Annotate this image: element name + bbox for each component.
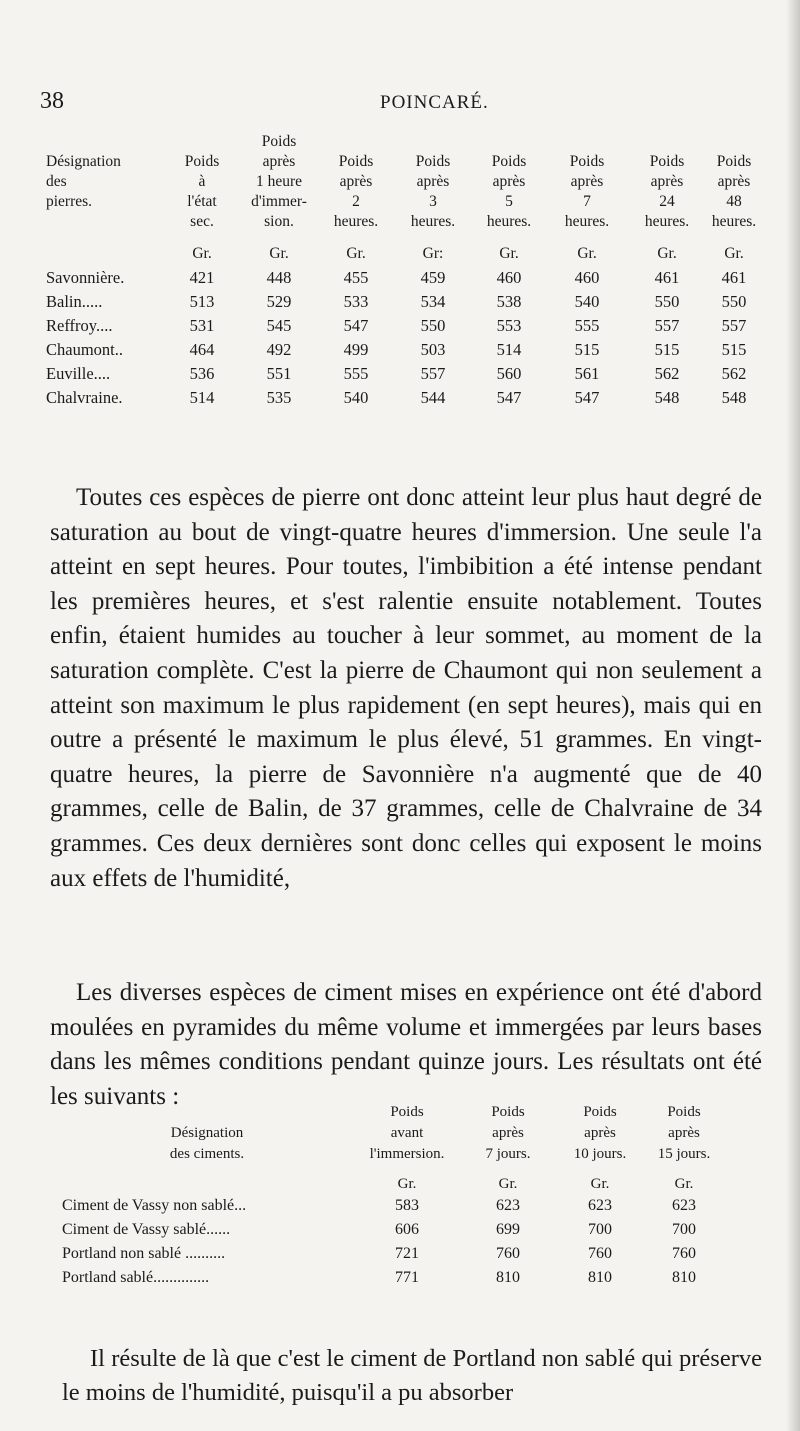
header-cell: après: [717, 173, 751, 190]
header-cell: d'immer-: [251, 193, 307, 210]
header-cell: [46, 132, 164, 152]
header-cell: Poids: [491, 153, 527, 170]
value-cell: 700: [672, 1221, 696, 1238]
header-cell: 15 jours.: [657, 1146, 711, 1162]
value-cell: 533: [343, 292, 369, 311]
page-edge-shadow: [786, 0, 800, 1431]
value-cell: 529: [266, 292, 292, 311]
value-cell: 548: [721, 388, 747, 407]
header-cell: après: [570, 173, 604, 190]
value-cell: 700: [588, 1221, 612, 1238]
row-label-cell: Euville....: [46, 364, 111, 383]
header-cell: après: [668, 1125, 700, 1141]
value-cell: 557: [721, 316, 747, 335]
table-row: [46, 314, 762, 338]
value-cell: 538: [496, 292, 522, 311]
header-cell: Gr.: [724, 245, 744, 262]
value-cell: 459: [420, 268, 446, 287]
header-cell: [546, 132, 628, 152]
header-cell: sec.: [190, 213, 214, 230]
value-cell: 557: [654, 316, 680, 335]
table-header-row: [46, 192, 762, 212]
header-cell: [62, 1165, 352, 1194]
header-cell: Gr.: [674, 1176, 694, 1192]
header-cell: Poids: [716, 153, 752, 170]
header-cell: 1 heure: [255, 173, 303, 190]
header-cell: après: [584, 1125, 616, 1141]
header-cell: Poids: [667, 1104, 701, 1120]
header-cell: 10 jours.: [573, 1146, 627, 1162]
value-cell: 540: [343, 388, 369, 407]
value-cell: 760: [672, 1245, 696, 1262]
header-cell: Gr.: [577, 245, 597, 262]
row-label-cell: Balin.....: [46, 292, 103, 311]
row-label-cell: Ciment de Vassy sablé......: [62, 1221, 231, 1238]
value-cell: 531: [189, 316, 215, 335]
header-cell: [628, 132, 706, 152]
table-header-row: [46, 152, 762, 172]
header-cell: 3: [429, 193, 437, 210]
value-cell: 623: [672, 1197, 696, 1214]
header-cell: 24: [659, 193, 675, 210]
header-cell: heures.: [333, 213, 379, 230]
header-cell: 5: [505, 193, 513, 210]
table-row: [46, 338, 762, 362]
value-cell: 545: [266, 316, 292, 335]
value-cell: 492: [266, 340, 292, 359]
value-cell: 771: [395, 1269, 419, 1286]
paragraph-stone-results: Toutes ces espèces de pierre ont donc atteint leur plus haut degré de saturation au bout de vingt-quatre heures d'immersion. Une seule l'a atteint en sept heures. Pour toutes, l'imbibition a été intense pendant les premières heures, et s'est ralentie ensuite notablement. Toutes enfin, étaient humides au toucher à leur sommet, au moment de la saturation complète. C'est la pierre de Chaumont qui non seulement a atteint son maximum le plus rapidement (en sept heures), mais qui en outre a présenté le maximum le plus élevé, 51 grammes. En vingt-quatre heures, la pierre de Savonnière n'a augmenté que de 40 grammes, celle de Balin, de 37 grammes, celle de Chalvraine de 34 grammes. Ces deux dernières sont donc celles qui exposent le moins aux effets de l'humidité,: [50, 484, 762, 892]
value-cell: 623: [496, 1197, 520, 1214]
value-cell: 515: [721, 340, 747, 359]
value-cell: 562: [654, 364, 680, 383]
table-units-row: [62, 1165, 722, 1194]
header-cell: heures.: [486, 213, 532, 230]
header-cell: 2: [352, 193, 360, 210]
header-cell: Désignation: [170, 1125, 244, 1141]
header-cell: après: [339, 173, 373, 190]
table-header-row: [62, 1123, 722, 1144]
value-cell: 810: [672, 1269, 696, 1286]
value-cell: 550: [654, 292, 680, 311]
table-row: [62, 1242, 722, 1266]
value-cell: 464: [189, 340, 215, 359]
value-cell: 550: [721, 292, 747, 311]
row-label-cell: Ciment de Vassy non sablé...: [62, 1197, 247, 1214]
value-cell: 499: [343, 340, 369, 359]
header-cell: Poids: [583, 1104, 617, 1120]
value-cell: 699: [496, 1221, 520, 1238]
header-cell: 7 jours.: [485, 1146, 531, 1162]
page-header: [40, 88, 760, 118]
cement-absorption-table: [62, 1102, 722, 1290]
header-cell: des: [46, 173, 67, 190]
row-label-cell: Reffroy....: [46, 316, 113, 335]
header-cell: Poids: [415, 153, 451, 170]
value-cell: 557: [420, 364, 446, 383]
value-cell: 460: [496, 268, 522, 287]
table-header-row: [46, 212, 762, 232]
table-header-row: [62, 1144, 722, 1165]
value-cell: 513: [189, 292, 215, 311]
value-cell: 544: [420, 388, 446, 407]
header-cell: heures.: [410, 213, 456, 230]
header-cell: après: [650, 173, 684, 190]
value-cell: 461: [654, 268, 680, 287]
header-cell: [318, 132, 394, 152]
value-cell: 547: [574, 388, 600, 407]
header-cell: [164, 132, 240, 152]
header-cell: Gr.: [397, 1176, 417, 1192]
table-row: [46, 266, 762, 290]
table-row: [62, 1266, 722, 1290]
header-cell: après: [492, 173, 526, 190]
table-header-row: [46, 132, 762, 152]
header-cell: [472, 132, 546, 152]
header-cell: après: [262, 153, 296, 170]
row-label-cell: Chalvraine.: [46, 388, 123, 407]
value-cell: 760: [496, 1245, 520, 1262]
header-cell: Gr.: [498, 1176, 518, 1192]
header-cell: 7: [583, 193, 591, 210]
header-cell: pierres.: [46, 193, 93, 210]
value-cell: 562: [721, 364, 747, 383]
header-cell: Gr.: [657, 245, 677, 262]
value-cell: 555: [343, 364, 369, 383]
table-header-row: [46, 172, 762, 192]
row-label-cell: Chaumont..: [46, 340, 123, 359]
table-row: [62, 1194, 722, 1218]
value-cell: 515: [654, 340, 680, 359]
value-cell: 810: [496, 1269, 520, 1286]
row-label-cell: Portland non sablé ..........: [62, 1245, 226, 1262]
header-cell: Poids: [261, 133, 297, 150]
paragraph-conclusion: Il résulte de là que c'est le ciment de Portland non sablé qui préserve le moins de l'humidité, puisqu'il a pu absorber: [62, 1344, 762, 1407]
table-row: [46, 290, 762, 314]
value-cell: 536: [189, 364, 215, 383]
header-cell: Gr.: [590, 1176, 610, 1192]
table-units-row: [46, 232, 762, 266]
header-cell: Poids: [338, 153, 374, 170]
value-cell: 623: [588, 1197, 612, 1214]
header-cell: Désignation: [46, 153, 121, 170]
value-cell: 461: [721, 268, 747, 287]
value-cell: 448: [266, 268, 292, 287]
page-number: 38: [40, 88, 64, 114]
value-cell: 721: [395, 1245, 419, 1262]
row-label-cell: Portland sablé..............: [62, 1269, 210, 1286]
table-header-row: [62, 1102, 722, 1123]
value-cell: 503: [420, 340, 446, 359]
value-cell: 547: [496, 388, 522, 407]
value-cell: 514: [496, 340, 522, 359]
header-cell: l'état: [187, 193, 217, 210]
value-cell: 534: [420, 292, 446, 311]
header-cell: Poids: [491, 1104, 525, 1120]
header-cell: heures.: [711, 213, 757, 230]
header-cell: sion.: [264, 213, 294, 230]
header-cell: après: [416, 173, 450, 190]
header-cell: 48: [726, 193, 742, 210]
header-cell: Gr.: [499, 245, 519, 262]
value-cell: 514: [189, 388, 215, 407]
table-row: [46, 386, 762, 410]
header-cell: Poids: [649, 153, 685, 170]
header-cell: des ciments.: [169, 1146, 245, 1162]
value-cell: 560: [496, 364, 522, 383]
header-cell: Poids: [184, 153, 220, 170]
value-cell: 455: [343, 268, 369, 287]
header-cell: heures.: [564, 213, 610, 230]
paragraph-cement-intro: Les diverses espèces de ciment mises en expérience ont été d'abord moulées en pyramides du même volume et immergées par leurs bases dans les mêmes conditions pendant quinze jours. Les résultats ont été les suivants :: [50, 979, 762, 1110]
value-cell: 421: [189, 268, 215, 287]
header-cell: Gr.: [269, 245, 289, 262]
table-row: [46, 362, 762, 386]
header-cell: à: [198, 173, 206, 190]
value-cell: 547: [343, 316, 369, 335]
value-cell: 550: [420, 316, 446, 335]
header-cell: Poids: [390, 1104, 424, 1120]
value-cell: 583: [395, 1197, 419, 1214]
header-cell: heures.: [644, 213, 690, 230]
value-cell: 515: [574, 340, 600, 359]
header-cell: [62, 1102, 352, 1123]
value-cell: 551: [266, 364, 292, 383]
header-cell: Gr:: [422, 245, 444, 262]
table-row: [62, 1218, 722, 1242]
value-cell: 540: [574, 292, 600, 311]
value-cell: 535: [266, 388, 292, 407]
value-cell: 553: [496, 316, 522, 335]
stone-absorption-table: [46, 132, 762, 410]
running-head: POINCARÉ.: [380, 92, 489, 113]
value-cell: 760: [588, 1245, 612, 1262]
header-cell: [394, 132, 472, 152]
header-cell: Poids: [569, 153, 605, 170]
value-cell: 561: [574, 364, 600, 383]
header-cell: après: [492, 1125, 524, 1141]
value-cell: 606: [395, 1221, 419, 1238]
header-cell: Gr.: [192, 245, 212, 262]
header-cell: l'immersion.: [369, 1146, 445, 1162]
row-label-cell: Savonnière.: [46, 268, 125, 287]
value-cell: 460: [574, 268, 600, 287]
value-cell: 555: [574, 316, 600, 335]
value-cell: 810: [588, 1269, 612, 1286]
header-cell: [46, 232, 164, 266]
header-cell: Gr.: [346, 245, 366, 262]
value-cell: 548: [654, 388, 680, 407]
header-cell: avant: [390, 1125, 424, 1141]
header-cell: [46, 212, 164, 232]
